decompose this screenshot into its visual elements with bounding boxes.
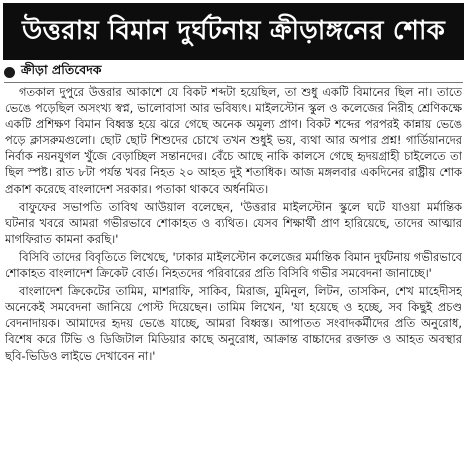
- divider: [4, 82, 463, 83]
- paragraph-4: বাংলাদেশ ক্রিকেটের তামিম, মাশরাফি, সাকিব, মিরাজ, মুমিনুল, লিটন, তাসকিন, শেখ মাহেদীসহ অনেকেই সমবেদনা জানিয়ে পোস্ট দিয়েছেন। তামিম লিখেন, 'যা হয়েছে ও হচ্ছে, সব কিছুই প্রচণ্ড বেদনাদায়ক। আমাদের হৃদয় ভেঙে যাচ্ছে, আমরা বিধ্বস্ত। আপাতত সংবাদকর্মীদের প্রতি অনুরোধ, বিশেষ করে টিভি ও ডিজিটাল মিডিয়ার কাছে অনুরোধ, আক্রান্ত বাচ্চাদের রক্তাক্ত ও আহত অবস্থার ছবি-ভিডিও লাইভে দেখাবেন না।': [5, 284, 462, 363]
- headline: উত্তরায় বিমান দুর্ঘটনায় ক্রীড়াঙ্গনের শোক: [3, 3, 464, 60]
- byline-text: ক্রীড়া প্রতিবেদক: [21, 62, 102, 77]
- article-body: [5, 84, 462, 464]
- paragraph-3: বিসিবি তাদের বিবৃতিতে লিখেছে, 'ঢাকার মাইলস্টোন কলেজের মর্মান্তিক বিমান দুর্ঘটনায় গভীরভাবে শোকাহত বাংলাদেশ ক্রিকেট বোর্ড। নিহতদের পরিবারের প্রতি বিসিবি গভীর সমবেদনা জানাচ্ছে।': [5, 249, 462, 281]
- bullet-icon: [4, 67, 15, 78]
- byline: [4, 63, 102, 81]
- paragraph-1: গতকাল দুপুরে উত্তরার আকাশে যে বিকট শব্দটা হয়েছিল, তা শুধু একটি বিমানের ছিল না। তাতে ভেঙে পড়েছিল অসংখ্য স্বপ্ন, ভালোবাসা আর ভবিষ্যৎ। মাইলস্টোন স্কুল ও কলেজের নিরীহ শ্রেণিকক্ষে একটি প্রশিক্ষণ বিমান বিধ্বস্ত হয়ে ঝরে গেছে অনেক অমূল্য প্রাণ। বিকট শব্দের পরপরই কান্নায় ভেঙে পড়ে ক্লাসরুমগুলো। ছোট ছোট শিশুদের চোখে তখন শুধুই ভয়, ব্যথা আর অপার প্রশ্ন! গার্ডিয়ানদের নির্বাক নয়নযুগল খুঁজে বেড়াচ্ছিল সন্তানদের। বেঁচে আছে নাকি কালসে গেছে হৃদয়গ্রাহী চাইলেতে তা ছিল স্পষ্ট। রাত ৮টা পর্যন্ত খবর নিহত ২০ আহত দুই শতাধিক। আজ মঙ্গলবার একদিনের রাষ্ট্রীয় শোক প্রকাশ করেছে বাংলাদেশ সরকার। পতাকা থাকবে অর্ধনমিত।: [5, 85, 462, 196]
- paragraph-2: বাফুফের সভাপতি তাবিথ আউয়াল বলেছেন, 'উত্তরার মাইলস্টোন স্কুলে ঘটে যাওয়া মর্মান্তিক ঘটনার খবরে আমরা গভীরভাবে শোকাহত ও ব্যথিত। যেসব শিক্ষার্থী প্রাণ হারিয়েছে, তাদের আত্মার মাগফিরাত কামনা করছি।': [5, 199, 462, 246]
